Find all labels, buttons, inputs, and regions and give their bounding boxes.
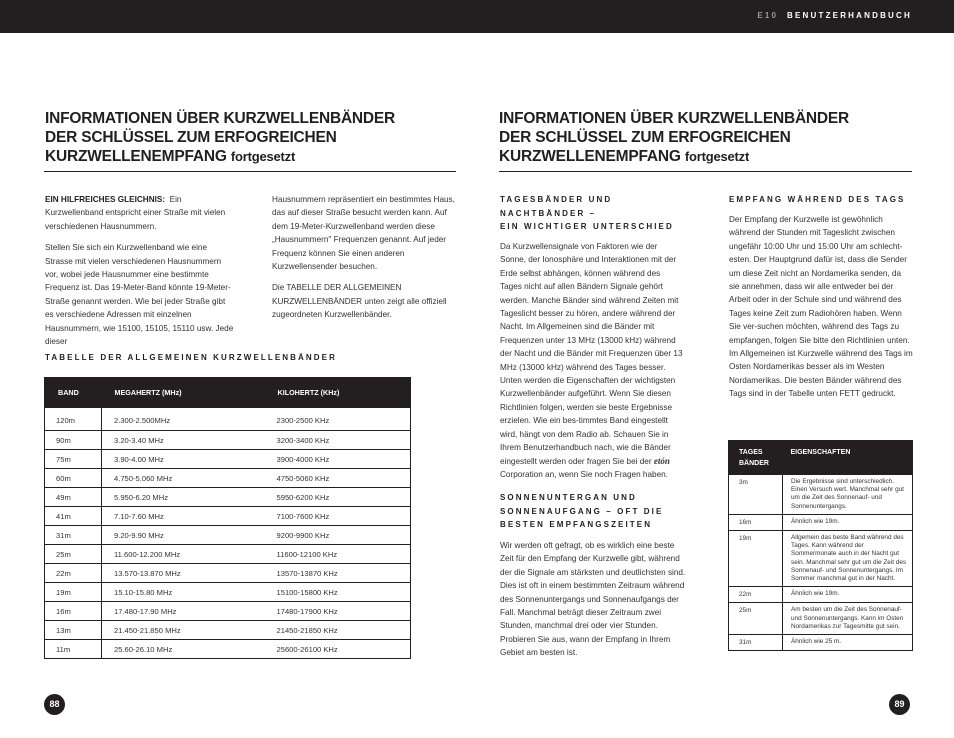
band-cell: 22m [45, 564, 102, 583]
mhz-cell: 3.90-4.00 MHz [102, 450, 265, 469]
title-line: INFORMATIONEN ÜBER KURZWELLENBÄNDER [499, 110, 850, 127]
table-row [729, 587, 913, 603]
intro-column [45, 193, 235, 356]
title-line: KURZWELLENEMPFANG [499, 148, 681, 165]
band-cell: 31m [729, 635, 783, 651]
table-reference-paragraph: Die TABELLE DER ALLGEMEINEN KURZWELLENBÄNDER unten zeigt alle offiziell zugeordneten Kurzwellenbänder. [272, 283, 447, 320]
table-row [45, 564, 411, 583]
khz-cell: 9200-9900 KHz [265, 526, 411, 545]
band-cell: 22m [729, 587, 783, 603]
mhz-cell: 15.10-15.80 MHz [102, 583, 265, 602]
khz-cell: 25600-26100 KHz [276, 644, 338, 654]
properties-cell: Ähnlich wie 19m. [783, 514, 913, 530]
table-row [45, 469, 411, 488]
khz-cell: 21450-21850 KHz [265, 621, 411, 640]
page-number-left: 88 [44, 694, 65, 715]
band-cell: 25m [729, 603, 783, 635]
table-row [45, 526, 411, 545]
mhz-cell: 21.450-21.850 MHz [102, 621, 265, 640]
analogy-column-2 [272, 193, 455, 330]
band-cell: 41m [45, 507, 102, 526]
table-row [45, 583, 411, 602]
column-header-properties: EIGENSCHAFTEN [783, 441, 913, 476]
mhz-cell: 17.480-17.90 MHz [102, 602, 265, 621]
properties-cell: Die Ergebnisse sind unterschiedlich. Einen Versuch wert. Manchmal sehr gut um die Zeit des Sonnenauf- und Sonnenuntergangs. [783, 475, 913, 514]
table-row [729, 475, 913, 514]
running-header [757, 11, 912, 20]
mhz-cell: 7.10-7.60 MHz [102, 507, 265, 526]
title-rule [499, 171, 912, 172]
intro-label: EIN HILFREICHES GLEICHNIS: [45, 195, 166, 204]
mhz-cell: 9.20-9.90 MHz [102, 526, 265, 545]
khz-cell: 2300-2500 KHz [265, 408, 411, 431]
khz-cell: 4750-5060 KHz [265, 469, 411, 488]
analogy-paragraph: Stellen Sie sich ein Kurzwellenband wie eine Strasse mit vielen verschiedenen Hausnummern vor, wobei jede Hausnummer eine bestimmte Frequenz ist. Das 19-Meter-Band könnte 19-Meter-Straße genannt werden. Wie bei jeder Straße gibt es verschiedene Adressen mit einzelnen Hausnummern, wie 15100, 15105, 15110 usw. Jede dieser [45, 243, 234, 347]
model-name: E10 [757, 11, 779, 20]
band-cell: 75m [45, 450, 102, 469]
band-cell: 120m [45, 408, 102, 431]
properties-cell: Am besten um die Zeit des Sonnenauf- und Sonnenuntergangs. Kann im Osten Nordamerikas zur Tagesmitte gut sein. [783, 603, 913, 635]
table-row [729, 531, 913, 587]
table-row [729, 603, 913, 635]
page-number-right: 89 [889, 694, 910, 715]
day-night-bands-heading: TAGESBÄNDER UND NACHTBÄNDER – EIN WICHTIGER UNTERSCHIED [500, 195, 674, 231]
mhz-cell: 11.600-12.200 MHz [102, 545, 265, 564]
mhz-cell: 3.20-3.40 MHz [102, 431, 265, 450]
khz-cell: 5950-6200 KHz [265, 488, 411, 507]
mhz-cell: 25.60-26.10 MHz [114, 644, 173, 654]
table-row [45, 545, 411, 564]
band-cell: 3m [729, 475, 783, 514]
band-cell: 31m [45, 526, 102, 545]
title-line: INFORMATIONEN ÜBER KURZWELLENBÄNDER [45, 110, 396, 127]
band-cell: 16m [729, 514, 783, 530]
table-row [729, 514, 913, 530]
day-night-paragraph: Da Kurzwellensignale von Faktoren wie der Sonne, der Ionosphäre und Interaktionen mit der Erde selbst abhängen, können während des Tages nicht auf allen Bändern Signale gehört werden. Manche Bänder sind während Zeiten mit Tageslicht besser zu hören, andere während der Nacht. Im Allgemeinen sind die Bänder mit Frequenzen unter 13 MHz (13000 kHz) während der Nacht und die Bänder mit Frequenzen über 13 MHz (13000 kHz) während des Tages besser. Unten werden die Eigenschaften der wichtigsten Kurzwellenbänder aufgeführt. Wenn Sie diesen Richtlinien folgen, werden sie beste Ergebnisse erzielen. Wie ein bes-timmtes Band eingestellt wird, hängt von dem Radio ab. Schauen Sie in Ihrem Benutzerhandbuch nach, wie die Bänder eingestellt werden oder fragen Sie bei der etón Corporation an, wenn Sie noch Fragen haben. [500, 242, 683, 479]
khz-cell: 17480-17900 KHz [265, 602, 411, 621]
khz-cell: 3900-4000 KHz [265, 450, 411, 469]
band-cell: 25m [45, 545, 102, 564]
table-row [45, 621, 411, 640]
column-header-band: BAND [45, 378, 102, 408]
manual-name: BENUTZERHANDBUCH [787, 11, 912, 20]
daytime-reception-paragraph: Der Empfang der Kurzwelle ist gewöhnlich während der Stunden mit Tageslicht zwischen ungefähr 10:00 Uhr und 15:00 Uhr am schlecht-esten. Der Hauptgrund dafür ist, dass die Sender um diese Zeit nicht an Nordamerika senden, da sie annehmen, dass wir alle entweder bei der Arbeit oder in der Schule sind und während des Tages keine Zeit zum Radiohören haben. Wenn Sie ver-suchen möchten, während des Tags zu empfangen, folgen Sie bitte den Richtlinien unten. Im Allgemeinen ist Kurzwelle während des Tags im Osten Nordamerikas besser als im Westen Nordamerikas. Die besten Bänder während des Tags sind in der Tabelle unten FETT gedruckt. [729, 215, 913, 399]
table-row [45, 408, 411, 431]
khz-cell: 3200-3400 KHz [265, 431, 411, 450]
properties-cell: Ähnlich wie 19m. [783, 587, 913, 603]
day-bands-table [728, 440, 913, 651]
column-header-mhz: MEGAHERTZ (MHz) [102, 378, 265, 408]
mhz-cell: 4.750-5.060 MHz [102, 469, 265, 488]
right-page-title [499, 109, 911, 166]
band-cell: 16m [45, 602, 102, 621]
band-cell: 11m [45, 640, 102, 659]
khz-cell: 11600-12100 KHz [265, 545, 411, 564]
left-page-title [45, 109, 457, 166]
eton-logo: etón [653, 455, 670, 466]
title-line: KURZWELLENEMPFANG [45, 148, 227, 165]
column-header-khz: KILOHERTZ (KHz) [265, 378, 411, 408]
band-cell: 60m [45, 469, 102, 488]
title-line: DER SCHLÜSSEL ZUM ERFOGREICHEN [45, 129, 337, 146]
mhz-cell: 13.570-13.870 MHz [102, 564, 265, 583]
mhz-cell: 2.300-2.500MHz [102, 408, 265, 431]
table-row [45, 450, 411, 469]
table-row [729, 635, 913, 651]
shortwave-bands-table [44, 377, 411, 659]
band-cell: 13m [45, 621, 102, 640]
band-cell: 19m [729, 531, 783, 587]
table-row [45, 602, 411, 621]
table-row [45, 431, 411, 450]
bands-table-heading: TABELLE DER ALLGEMEINEN KURZWELLENBÄNDER [45, 353, 337, 362]
properties-cell: Ähnlich wie 25 m. [791, 638, 842, 646]
table-header-row [729, 441, 913, 476]
properties-cell: Allgemein das beste Band während des Tages. Kann während der Sommermonate auch in der Nacht gut sein. Manchmal sehr gut um die Zeit des Sonnenauf- und Sonnenuntergangs. Im Sommer manchmal gut in der Nacht. [783, 531, 913, 587]
table-row [45, 507, 411, 526]
sunrise-sunset-paragraph: Wir werden oft gefragt, ob es wirklich eine beste Zeit für den Empfang der Kurzwelle gibt, während der die Signale am stärksten und deutlichsten sind. Dies ist oft in einem bestimmten Zeitraum während des Sonnenuntergangs und Sonnenaufgangs der Fall. Manchmal beträgt dieser Zeitraum zwei Stunden, manchmal drei oder vier Stunden. Probieren Sie aus, wann der Empfang in Ihrem Gebiet am besten ist. [500, 541, 686, 658]
intro-paragraph: EIN HILFREICHES GLEICHNIS: Ein Kurzwellenband entspricht einer Straße mit vielen verschiedenen Hausnummern. [45, 195, 226, 231]
khz-cell: 15100-15800 KHz [265, 583, 411, 602]
table-header-row [45, 378, 411, 408]
header-bar [0, 0, 954, 33]
band-cell: 19m [45, 583, 102, 602]
daytime-reception-heading: EMPFANG WÄHREND DES TAGS [729, 195, 906, 204]
table-row [45, 640, 411, 659]
title-continued: fortgesetzt [230, 149, 296, 164]
column-header-day-bands: TAGES BÄNDER [729, 441, 783, 476]
band-cell: 49m [45, 488, 102, 507]
title-continued: fortgesetzt [684, 149, 750, 164]
analogy-continued-paragraph: Hausnummern repräsentiert ein bestimmtes Haus, das auf dieser Straße besucht werden kann. Auf dem 19-Meter-Kurzwellenband werden diese „Hausnummern" Frequenzen genannt. Auf jeder Frequenz können Sie einen anderen Kurzwellensender besuchen. [272, 195, 455, 272]
table-row [45, 488, 411, 507]
sunrise-sunset-heading: SONNENUNTERGAN UND SONNENAUFGANG – OFT DIE BESTEN EMPFANGSZEITEN [500, 493, 664, 529]
title-line: DER SCHLÜSSEL ZUM ERFOGREICHEN [499, 129, 791, 146]
band-cell: 90m [45, 431, 102, 450]
khz-cell: 13570-13870 KHz [265, 564, 411, 583]
title-rule [44, 171, 456, 172]
mhz-cell: 5.950-6.20 MHz [102, 488, 265, 507]
khz-cell: 7100-7600 KHz [265, 507, 411, 526]
